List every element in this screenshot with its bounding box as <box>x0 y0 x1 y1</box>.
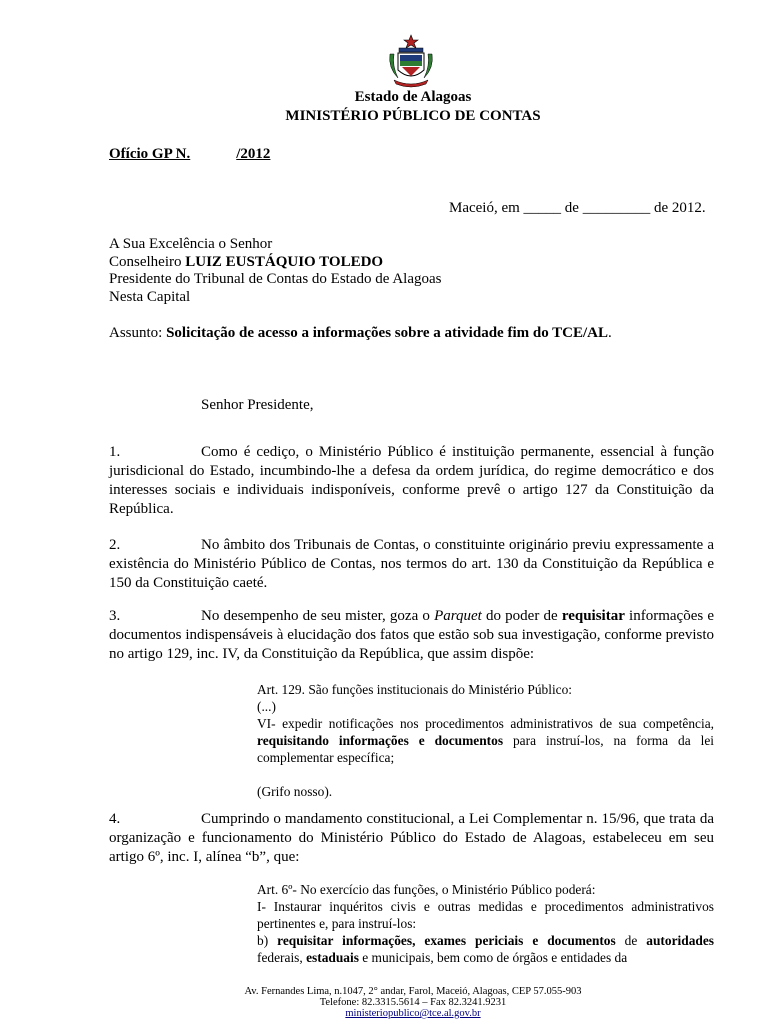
paragraph-2 <box>109 536 714 593</box>
addressee-line-4: Nesta Capital <box>109 289 191 305</box>
quote-2-line-1: Art. 6º- No exercício das funções, o Ministério Público poderá: <box>257 882 596 897</box>
quote-2-b-prefix: b) <box>257 933 278 948</box>
quote-1-line-3 <box>257 715 714 766</box>
paragraph-4-number: 4. <box>109 811 121 827</box>
footer-address: Av. Fernandes Lima, n.1047, 2° andar, Farol, Maceió, Alagoas, CEP 57.055-903 <box>244 986 582 997</box>
quote-2-item-b <box>257 932 714 966</box>
office-year: /2012 <box>236 146 271 162</box>
quote-1-note: (Grifo nosso). <box>257 784 333 799</box>
footer-email <box>0 1008 768 1019</box>
paragraph-4-text: Cumprindo o mandamento constitucional, a Lei Complementar n. 15/96, que trata da organização e funcionamento do Ministério Público do Estado de Alagoas, estabeleceu em seu artigo 6º, inc. I, alínea “b”, que: <box>109 811 714 865</box>
header-state: Estado de Alagoas <box>354 89 472 105</box>
office-number <box>109 145 270 164</box>
quote-1-line-1: Art. 129. São funções institucionais do Ministério Público: <box>257 682 573 697</box>
paragraph-4 <box>109 810 714 867</box>
addressee-line-3: Presidente do Tribunal de Contas do Estado de Alagoas <box>109 271 442 287</box>
quote-1-text-b: para instruí-los, na forma da lei complementar específica; <box>257 733 714 765</box>
paragraph-3-text-c: informações e documentos indispensáveis à elucidação dos fatos que estão sob sua investigação, conforme previsto no artigo 129, inc. IV, da Constituição da República, que assim dispõe: <box>109 608 715 662</box>
subject-end: . <box>608 325 612 341</box>
quote-2-b-text-b: e municipais, bem como de órgãos e entidades da <box>358 950 628 965</box>
subject-text: Solicitação de acesso a informações sobre a atividade fim do TCE/AL <box>166 325 609 341</box>
paragraph-2-number: 2. <box>109 537 121 553</box>
paragraph-1 <box>109 443 714 519</box>
header-ministry: MINISTÉRIO PÚBLICO DE CONTAS <box>285 108 541 124</box>
paragraph-1-text: Como é cediço, o Ministério Público é instituição permanente, essencial à função jurisdicional do Estado, incumbindo-lhe a defesa da ordem jurídica, do regime democrático e dos interesses sociais e individuais indisponíveis, conforme prevê o artigo 127 da Constituição da República. <box>109 444 714 517</box>
addressee-line-1: A Sua Excelência o Senhor <box>109 236 273 252</box>
footer-phone: Telefone: 82.3315.5614 – Fax 82.3241.9231 <box>319 997 507 1008</box>
quote-1-bold: requisitando informações e documentos <box>257 733 504 748</box>
dateline: Maceió, em _____ de _________ de 2012. <box>449 200 706 216</box>
paragraph-2-text: No âmbito dos Tribunais de Contas, o constituinte originário previu expressamente a existência do Ministério Público de Contas, nos termos do art. 130 da Constituição da República e 150 da Constituição caeté. <box>109 537 714 591</box>
subject-label: Assunto: <box>109 325 167 341</box>
salutation: Senhor Presidente, <box>201 397 314 413</box>
addressee-title: Conselheiro <box>109 254 186 270</box>
subject-line <box>109 324 612 343</box>
quote-2-b-bold-2: autoridades <box>646 933 714 948</box>
paragraph-3-parquet: Parquet <box>434 608 482 624</box>
footer-email-link[interactable]: ministeriopublico@tce.al.gov.br <box>345 1008 481 1019</box>
quote-2-b-bold-1: requisitar informações, exames periciais e documentos <box>277 933 616 948</box>
paragraph-3-number: 3. <box>109 608 121 624</box>
paragraph-1-number: 1. <box>109 444 121 460</box>
addressee-name: LUIZ EUSTÁQUIO TOLEDO <box>185 254 384 270</box>
paragraph-3-bold: requisitar <box>561 608 625 624</box>
paragraph-3-text-b: do poder de <box>481 608 562 624</box>
paragraph-3 <box>109 607 714 664</box>
quote-1 <box>257 681 714 800</box>
state-crest-logo <box>386 34 436 88</box>
quote-2 <box>257 881 714 966</box>
paragraph-3-text-a: No desempenho de seu mister, goza o <box>201 608 435 624</box>
quote-2-b-text-a: federais, <box>257 950 307 965</box>
quote-2-b-bold-3: estaduais <box>306 950 359 965</box>
quote-2-b-mid: de <box>615 933 647 948</box>
quote-1-line-2: (...) <box>257 699 276 714</box>
quote-2-line-2: I- Instaurar inquéritos civis e outras medidas e procedimentos administrativos pertinentes e, para instruí-los: <box>257 899 714 931</box>
quote-1-text-a: VI- expedir notificações nos procedimentos administrativos de sua competência, <box>257 716 714 731</box>
office-label: Ofício GP N. <box>109 146 191 162</box>
